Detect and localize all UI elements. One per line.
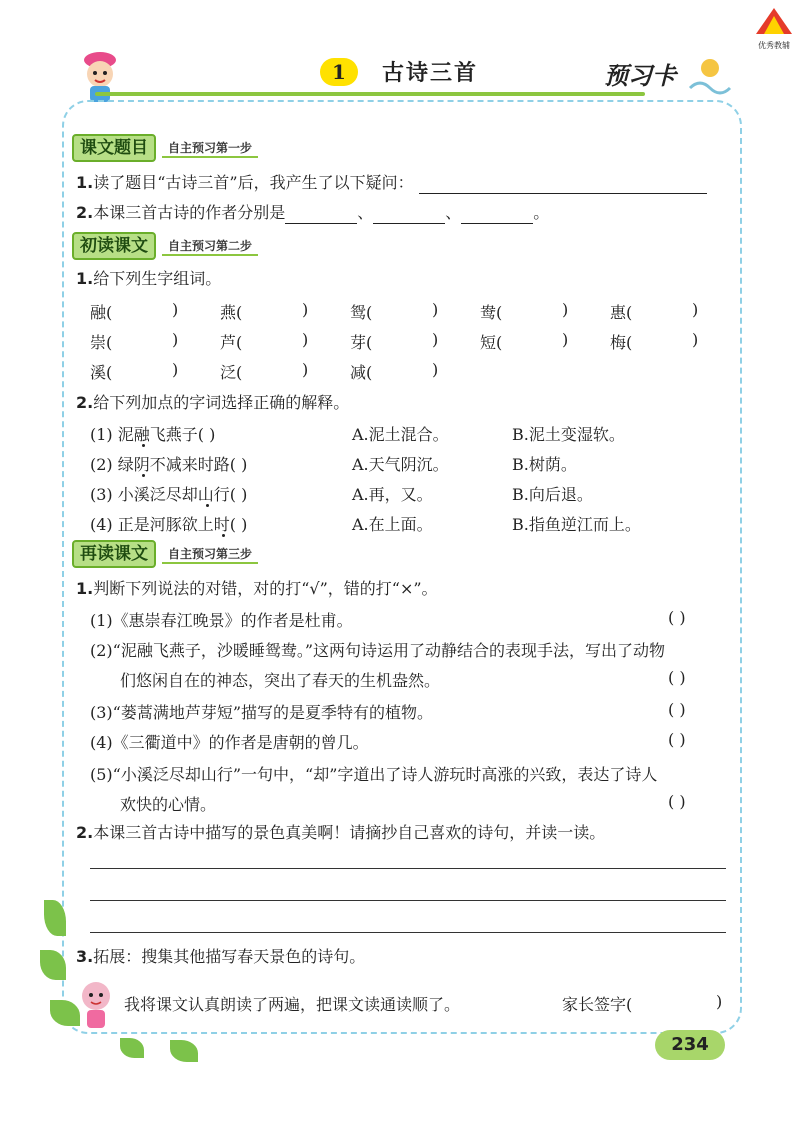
choice-option-a[interactable]: A.在上面。	[352, 515, 433, 534]
choice-option-b[interactable]: B.指鱼逆江而上。	[512, 515, 641, 534]
close-paren: )	[692, 300, 699, 319]
section-header-1	[72, 134, 258, 162]
close-paren: )	[172, 300, 179, 319]
section-header-2	[72, 232, 258, 260]
writing-line[interactable]	[90, 868, 726, 869]
char-item[interactable]: 芦(	[220, 333, 243, 352]
cartoon-mascot-icon	[70, 46, 130, 106]
char-item[interactable]: 减(	[350, 363, 373, 382]
choice-question[interactable]: (3) 小溪泛尽却山行( )	[90, 485, 248, 504]
char-item[interactable]: 鸯(	[480, 303, 503, 322]
parent-signature-label[interactable]: 家长签字(	[562, 995, 633, 1014]
char-item[interactable]: 溪(	[90, 363, 113, 382]
judge-answer-3[interactable]: ( )	[668, 700, 686, 719]
question-2-1: 1.给下列生字组词。	[76, 269, 222, 288]
wave-decoration	[686, 52, 736, 98]
char-item[interactable]: 梅(	[610, 333, 633, 352]
judge-item-1: (1)《惠崇春江晚景》的作者是杜甫。	[90, 611, 353, 630]
close-paren: )	[172, 360, 179, 379]
close-paren: )	[432, 330, 439, 349]
leaf-decoration	[120, 1038, 144, 1058]
choice-question[interactable]: (2) 绿阴不减来时路( )	[90, 455, 248, 474]
choice-option-b[interactable]: B.泥土变湿软。	[512, 425, 625, 444]
close-paren: )	[562, 330, 569, 349]
close-paren: )	[432, 300, 439, 319]
emphasis-dot	[142, 474, 145, 477]
wave-icon	[686, 52, 736, 98]
section-header-3	[72, 540, 258, 568]
judge-answer-4[interactable]: ( )	[668, 730, 686, 749]
char-item[interactable]: 崇(	[90, 333, 113, 352]
reading-statement: 我将课文认真朗读了两遍，把课文读通读顺了。	[124, 995, 461, 1014]
judge-item-5-cont: 欢快的心情。	[120, 795, 217, 814]
close-paren: )	[562, 300, 569, 319]
close-paren: )	[432, 360, 439, 379]
judge-item-4: (4)《三衢道中》的作者是唐朝的曾几。	[90, 733, 369, 752]
card-title: 预习卡	[604, 62, 676, 90]
question-2-2: 2.给下列加点的字词选择正确的解释。	[76, 393, 350, 412]
judge-answer-2[interactable]: ( )	[668, 668, 686, 687]
author-blank-2[interactable]	[373, 207, 445, 224]
choice-option-a[interactable]: A.泥土混合。	[352, 425, 449, 444]
judge-item-2: (2)“泥融飞燕子，沙暖睡鸳鸯。”这两句诗运用了动静结合的表现手法，写出了动物	[90, 641, 666, 660]
char-item[interactable]: 惠(	[610, 303, 633, 322]
choice-option-b[interactable]: B.树荫。	[512, 455, 577, 474]
lesson-number: 1	[320, 58, 358, 86]
choice-question[interactable]: (4) 正是河豚欲上时( )	[90, 515, 248, 534]
section-step: 自主预习第一步	[162, 139, 258, 158]
judge-item-2-cont: 们悠闲自在的神态，突出了春天的生机盎然。	[120, 671, 441, 690]
choice-question[interactable]: (1) 泥融飞燕子( )	[90, 425, 216, 444]
close-paren: )	[302, 300, 309, 319]
writing-line[interactable]	[90, 932, 726, 933]
logo-text: 优秀教辅	[758, 41, 790, 50]
choice-option-a[interactable]: A.天气阴沉。	[352, 455, 449, 474]
question-3-2: 2.本课三首古诗中描写的景色真美啊！请摘抄自己喜欢的诗句，并读一读。	[76, 823, 606, 842]
close-paren: )	[302, 360, 309, 379]
answer-blank[interactable]	[419, 177, 707, 194]
author-blank-1[interactable]	[285, 207, 357, 224]
choice-option-b[interactable]: B.向后退。	[512, 485, 593, 504]
cartoon-girl-icon	[76, 978, 116, 1034]
char-item[interactable]: 短(	[480, 333, 503, 352]
close-paren: )	[172, 330, 179, 349]
question-1-2: 2.本课三首古诗的作者分别是 、 、 。	[76, 203, 550, 222]
char-item[interactable]: 燕(	[220, 303, 243, 322]
judge-item-5: (5)“小溪泛尽却山行”一句中，“却”字道出了诗人游玩时高涨的兴致，表达了诗人	[90, 765, 658, 784]
parent-signature-end: )	[716, 992, 723, 1011]
char-item[interactable]: 鸳(	[350, 303, 373, 322]
section-tag: 课文题目	[72, 134, 156, 162]
emphasis-dot	[222, 534, 225, 537]
close-paren: )	[692, 330, 699, 349]
section-step: 自主预习第三步	[162, 545, 258, 564]
writing-line[interactable]	[90, 900, 726, 901]
question-3-3: 3.拓展：搜集其他描写春天景色的诗句。	[76, 947, 366, 966]
char-item[interactable]: 融(	[90, 303, 113, 322]
char-item[interactable]: 泛(	[220, 363, 243, 382]
footer-mascot	[76, 978, 116, 1034]
question-1-1: 1.读了题目“古诗三首”后，我产生了以下疑问：	[76, 172, 707, 194]
question-3-1: 1.判断下列说法的对错，对的打“√”，错的打“×”。	[76, 579, 438, 598]
emphasis-dot	[206, 504, 209, 507]
emphasis-dot	[142, 444, 145, 447]
author-blank-3[interactable]	[461, 207, 533, 224]
judge-answer-5[interactable]: ( )	[668, 792, 686, 811]
page-number: 234	[655, 1030, 725, 1060]
section-step: 自主预习第二步	[162, 237, 258, 256]
header-divider	[95, 92, 645, 96]
judge-item-3: (3)“蒌蒿满地芦芽短”描写的是夏季特有的植物。	[90, 703, 434, 722]
judge-answer-1[interactable]: ( )	[668, 608, 686, 627]
section-tag: 再读课文	[72, 540, 156, 568]
char-item[interactable]: 芽(	[350, 333, 373, 352]
mascot-illustration	[70, 46, 130, 106]
logo-icon	[752, 6, 796, 36]
page-title: 古诗三首	[382, 61, 479, 86]
close-paren: )	[302, 330, 309, 349]
section-tag: 初读课文	[72, 232, 156, 260]
choice-option-a[interactable]: A.再，又。	[352, 485, 433, 504]
publisher-logo	[752, 6, 796, 50]
leaf-decoration	[170, 1040, 198, 1062]
